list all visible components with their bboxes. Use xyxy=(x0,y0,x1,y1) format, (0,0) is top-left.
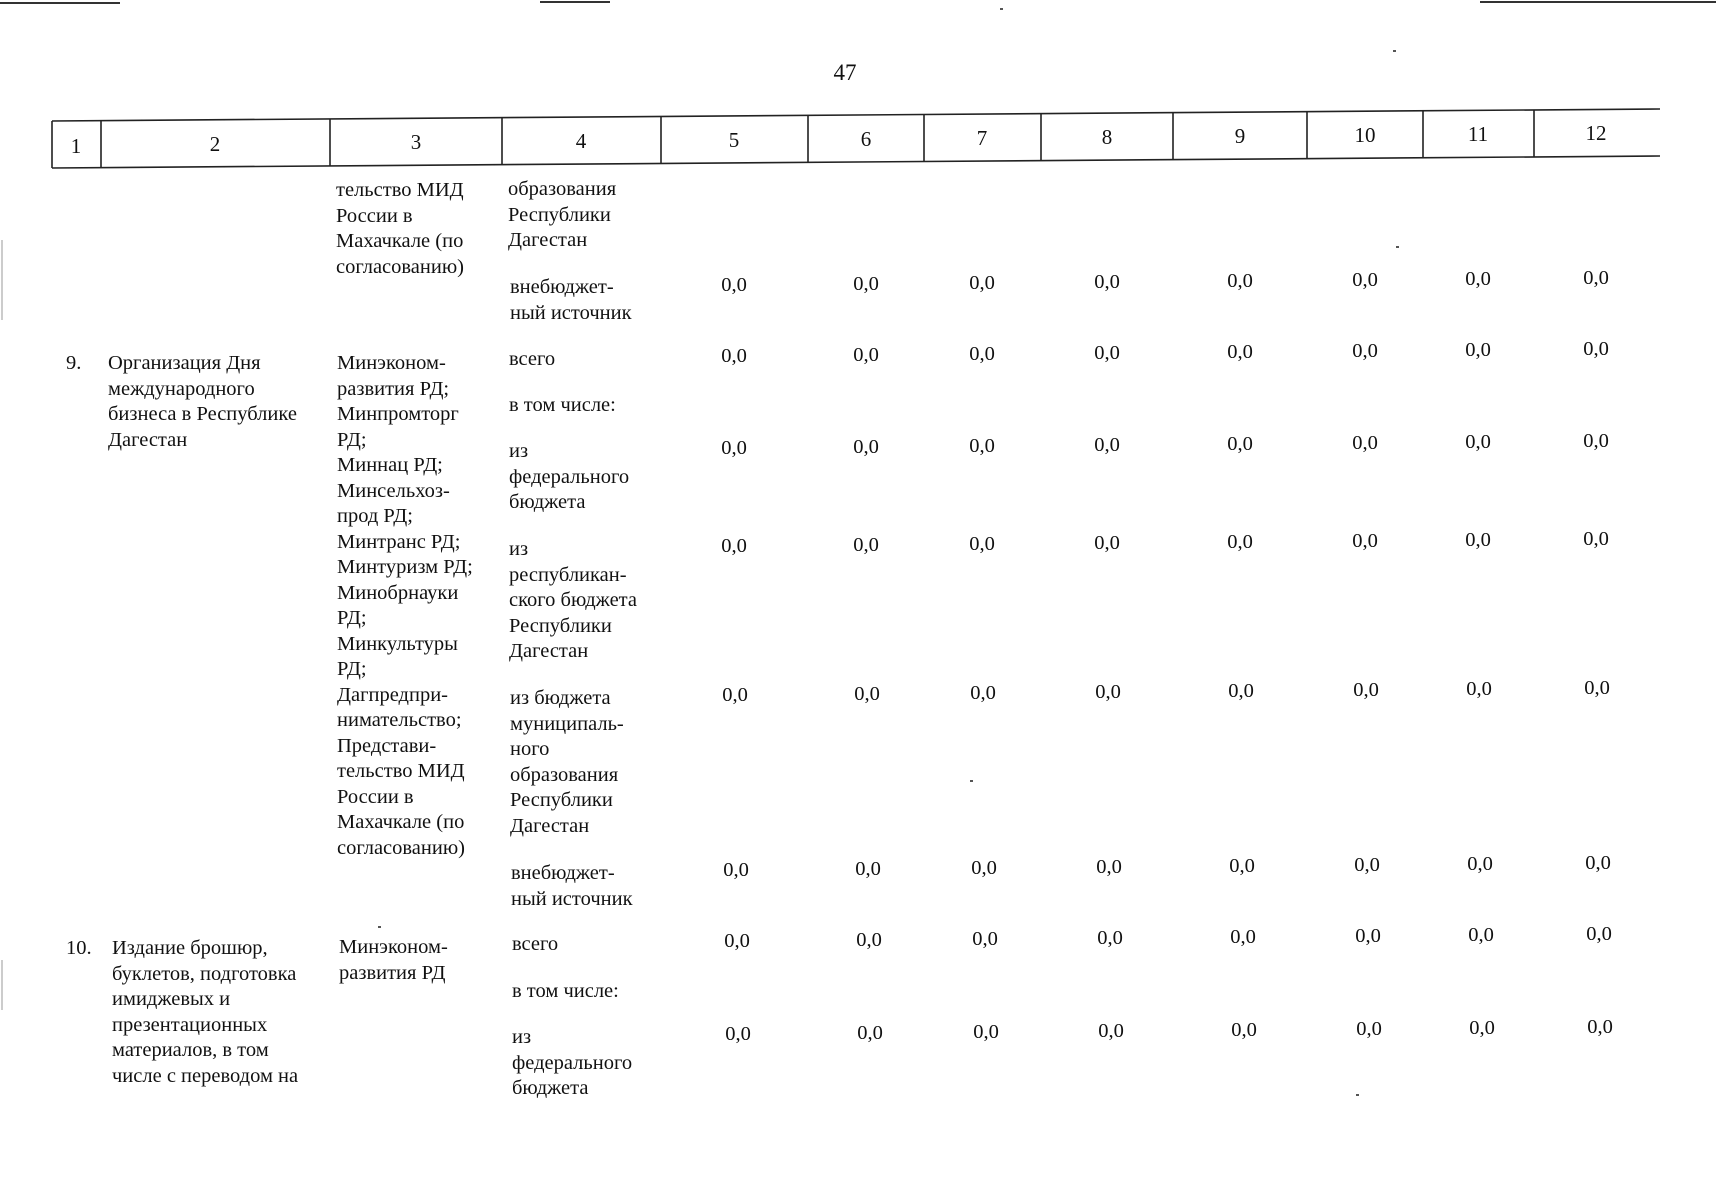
value-cell: 0,0 xyxy=(1352,530,1378,552)
text-line: Организация Дня xyxy=(108,352,261,374)
value-cell: 0,0 xyxy=(1465,339,1491,361)
value-cell: 0,0 xyxy=(853,273,879,295)
text-line: бюджета xyxy=(512,1077,589,1099)
text-line: международного xyxy=(108,377,255,400)
value-cell: 0,0 xyxy=(1095,681,1121,703)
value-cell: 0,0 xyxy=(969,435,995,457)
value-cell: 0,0 xyxy=(1356,1018,1382,1040)
value-cell: 0,0 xyxy=(1229,855,1255,877)
col-header-7: 7 xyxy=(976,126,988,150)
continuation-executor xyxy=(336,178,464,280)
text-line: Дагпредпри- xyxy=(337,683,448,706)
value-cell: 0,0 xyxy=(1466,678,1492,700)
value-cell: 0,0 xyxy=(722,684,748,706)
item-title xyxy=(112,936,298,1089)
value-cell: 0,0 xyxy=(1094,271,1120,293)
value-cell: 0,0 xyxy=(853,436,879,458)
text-line: Минтранс РД; xyxy=(337,530,461,553)
value-cell: 0,0 xyxy=(970,682,996,704)
text-line: согласованию) xyxy=(336,255,464,278)
text-line: Минобрнауки xyxy=(337,581,459,604)
col-header-2: 2 xyxy=(209,132,221,156)
col-header-6: 6 xyxy=(860,127,872,151)
text-line: тельство МИД xyxy=(336,179,464,201)
value-cell: 0,0 xyxy=(1469,1017,1495,1039)
value-cell: 0,0 xyxy=(1231,1019,1257,1041)
text-line: из xyxy=(509,538,529,560)
value-cell: 0,0 xyxy=(969,533,995,555)
text-line: Республики xyxy=(510,789,613,811)
value-cell: 0,0 xyxy=(973,1021,999,1043)
text-line: буклетов, подготовка xyxy=(112,962,297,985)
col-header-5: 5 xyxy=(728,128,740,152)
value-cell: 0,0 xyxy=(856,929,882,951)
value-cell: 0,0 xyxy=(1585,852,1611,874)
value-cell: 0,0 xyxy=(1465,268,1491,290)
continuation-source xyxy=(508,177,616,254)
funding-source-label: в том числе: xyxy=(512,980,619,1002)
text-line: федерального xyxy=(509,465,630,488)
text-line: республикан- xyxy=(509,563,627,586)
text-line: Республики xyxy=(509,614,612,637)
funding-source-label xyxy=(512,1025,632,1102)
item-number: 9. xyxy=(66,352,82,374)
value-cell: 0,0 xyxy=(1465,529,1491,551)
value-cell: 0,0 xyxy=(721,345,747,367)
value-cell: 0,0 xyxy=(1096,856,1122,878)
value-cell: 0,0 xyxy=(725,1023,751,1045)
text-line: Махачкале (по xyxy=(336,230,464,252)
text-line: тельство МИД xyxy=(337,760,465,782)
text-line: Дагестан xyxy=(509,640,589,662)
text-line: прод РД; xyxy=(337,505,413,527)
value-cell: 0,0 xyxy=(1583,430,1609,452)
funding-source-label xyxy=(509,537,637,665)
text-line: образования xyxy=(508,178,617,200)
text-line: Миннац РД; xyxy=(337,454,443,476)
col-header-3: 3 xyxy=(410,130,422,154)
value-cell: 0,0 xyxy=(1094,434,1120,456)
text-line: Дагестан xyxy=(508,229,588,251)
text-line: РД; xyxy=(337,658,367,680)
item-title xyxy=(108,351,297,453)
funding-source-label: в том числе: xyxy=(509,394,616,416)
col-header-9: 9 xyxy=(1234,124,1246,148)
funding-source-label xyxy=(510,275,632,326)
text-line: России в xyxy=(337,785,414,808)
value-cell: 0,0 xyxy=(855,858,881,880)
text-line: материалов, в том xyxy=(112,1039,269,1061)
value-cell: 0,0 xyxy=(1465,431,1491,453)
value-cell: 0,0 xyxy=(721,274,747,296)
text-line: РД; xyxy=(337,607,367,629)
value-cell: 0,0 xyxy=(1352,269,1378,291)
header-bottom-rule xyxy=(52,156,1660,168)
col-header-12: 12 xyxy=(1585,121,1607,145)
text-line: согласованию) xyxy=(337,836,465,859)
text-line: Республики xyxy=(508,203,611,226)
col-header-11: 11 xyxy=(1467,122,1489,146)
header-top-rule xyxy=(52,109,1660,121)
value-cell: 0,0 xyxy=(969,343,995,365)
value-cell: 0,0 xyxy=(1353,679,1379,701)
text-line: Махачкале (по xyxy=(337,811,465,833)
value-cell: 0,0 xyxy=(857,1022,883,1044)
value-cell: 0,0 xyxy=(1094,532,1120,554)
value-cell: 0,0 xyxy=(1227,433,1253,455)
text-line: ского бюджета xyxy=(509,589,637,611)
text-line: ного xyxy=(510,738,550,760)
value-cell: 0,0 xyxy=(1587,1016,1613,1038)
value-cell: 0,0 xyxy=(724,930,750,952)
text-line: России в xyxy=(336,204,413,227)
item-executor xyxy=(337,351,473,861)
text-line: ный источник xyxy=(510,301,632,324)
text-line: Минкультуры xyxy=(337,632,458,655)
value-cell: 0,0 xyxy=(854,683,880,705)
funding-source-label: всего xyxy=(509,348,556,370)
funding-source-label xyxy=(511,861,633,912)
text-line: РД; xyxy=(337,428,367,451)
item-executor xyxy=(339,935,448,986)
funding-source-label xyxy=(509,439,629,516)
text-line: развития РД xyxy=(339,961,446,984)
value-cell: 0,0 xyxy=(1230,926,1256,948)
text-line: развития РД; xyxy=(337,377,450,400)
text-line: Минэконом- xyxy=(337,352,446,374)
value-cell: 0,0 xyxy=(1227,531,1253,553)
text-line: из xyxy=(512,1026,532,1048)
value-cell: 0,0 xyxy=(1355,925,1381,947)
value-cell: 0,0 xyxy=(1467,853,1493,875)
funding-source-label xyxy=(510,686,624,839)
value-cell: 0,0 xyxy=(1098,1020,1124,1042)
text-line: бюджета xyxy=(509,491,586,513)
text-line: Минсельхоз- xyxy=(337,479,450,502)
text-line: Минэконом- xyxy=(339,936,448,958)
value-cell: 0,0 xyxy=(1227,341,1253,363)
text-line: из xyxy=(509,440,529,462)
value-cell: 0,0 xyxy=(1352,432,1378,454)
text-line: муниципаль- xyxy=(510,712,624,735)
text-line: презентационных xyxy=(112,1013,268,1036)
text-line: федерального xyxy=(512,1051,633,1074)
value-cell: 0,0 xyxy=(1352,340,1378,362)
col-header-10: 10 xyxy=(1354,123,1376,147)
value-cell: 0,0 xyxy=(1583,528,1609,550)
text-line: Дагестан xyxy=(510,814,590,837)
value-cell: 0,0 xyxy=(1586,923,1612,945)
text-line: Минпромторг xyxy=(337,403,459,425)
col-header-8: 8 xyxy=(1101,125,1113,149)
value-cell: 0,0 xyxy=(969,272,995,294)
text-line: образования xyxy=(510,763,619,786)
value-cell: 0,0 xyxy=(1583,267,1609,289)
text-line: Представи- xyxy=(337,734,437,757)
col-header-4: 4 xyxy=(575,129,587,153)
value-cell: 0,0 xyxy=(1097,927,1123,949)
value-cell: 0,0 xyxy=(1094,342,1120,364)
value-cell: 0,0 xyxy=(1228,680,1254,702)
value-cell: 0,0 xyxy=(972,928,998,950)
text-line: числе с переводом на xyxy=(112,1064,299,1087)
value-cell: 0,0 xyxy=(1468,924,1494,946)
value-cell: 0,0 xyxy=(853,534,879,556)
text-line: из бюджета xyxy=(510,687,611,709)
value-cell: 0,0 xyxy=(723,859,749,881)
text-line: нимательство; xyxy=(337,709,462,731)
funding-source-label: всего xyxy=(512,933,559,955)
text-line: Издание брошюр, xyxy=(112,937,268,959)
text-line: Дагестан xyxy=(108,428,188,451)
text-line: ный источник xyxy=(511,887,633,910)
value-cell: 0,0 xyxy=(721,437,747,459)
text-line: внебюджет- xyxy=(511,862,615,884)
value-cell: 0,0 xyxy=(971,857,997,879)
text-line: имиджевых и xyxy=(112,988,231,1010)
item-number: 10. xyxy=(66,937,92,959)
text-line: Минтуризм РД; xyxy=(337,556,473,578)
text-line: бизнеса в Республике xyxy=(108,403,297,425)
value-cell: 0,0 xyxy=(1583,338,1609,360)
text-line: внебюджет- xyxy=(510,276,614,298)
value-cell: 0,0 xyxy=(1354,854,1380,876)
value-cell: 0,0 xyxy=(853,344,879,366)
value-cell: 0,0 xyxy=(1227,270,1253,292)
page-number: 47 xyxy=(833,60,857,85)
value-cell: 0,0 xyxy=(1584,677,1610,699)
value-cell: 0,0 xyxy=(721,535,747,557)
col-header-1: 1 xyxy=(70,134,82,158)
